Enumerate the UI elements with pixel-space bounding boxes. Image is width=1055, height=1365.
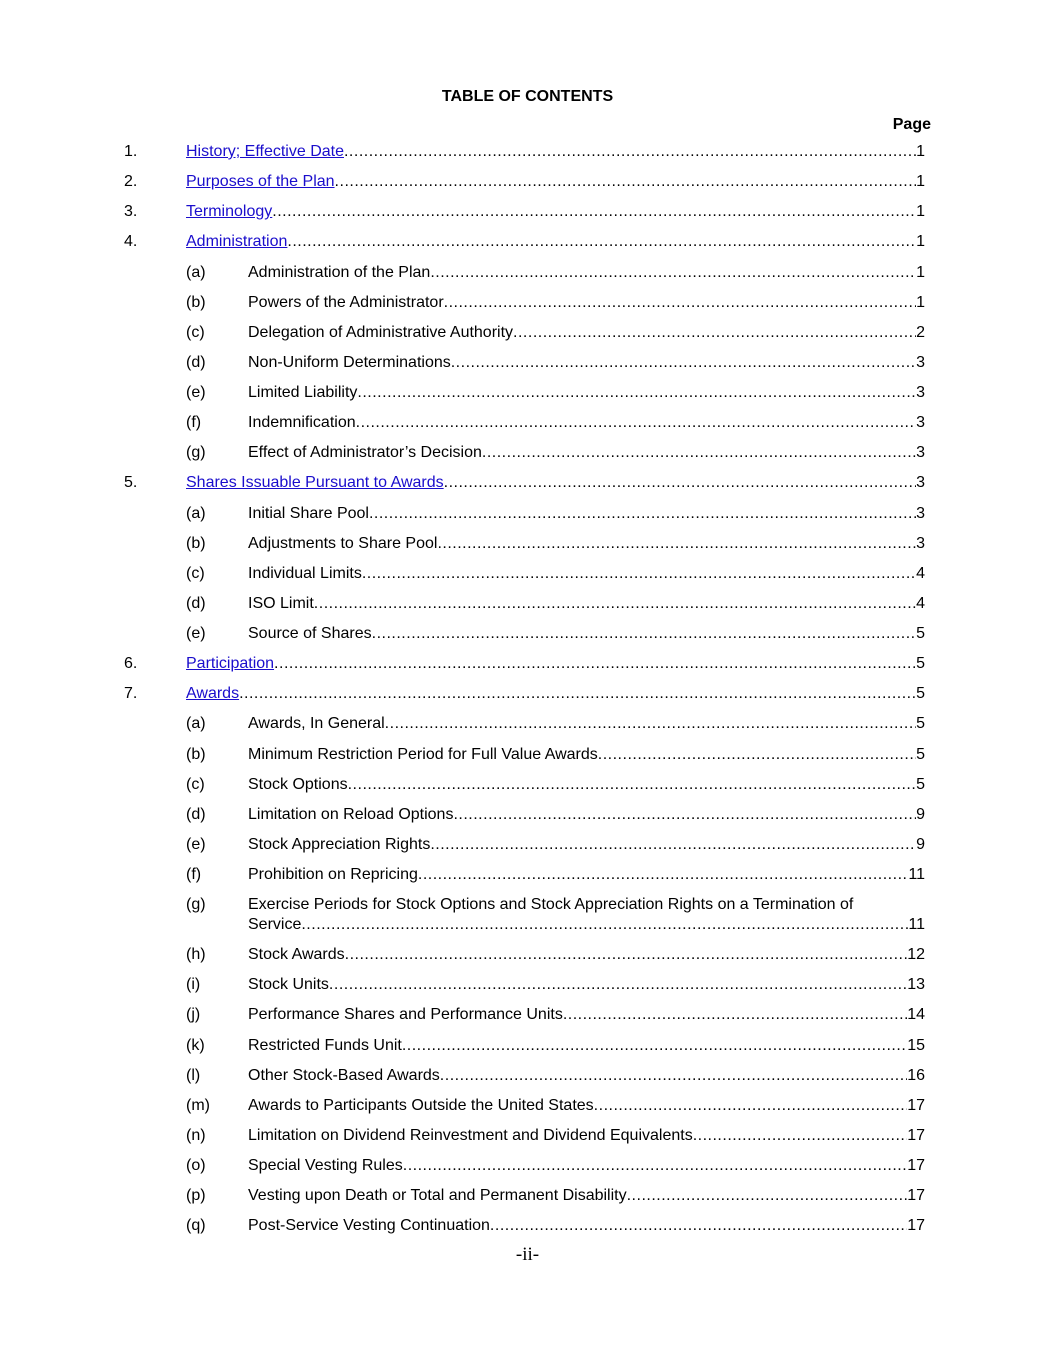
- toc-subsection-row: [0, 1126, 1055, 1156]
- toc-entry: [248, 263, 925, 283]
- toc-subsection-row: [0, 624, 1055, 654]
- toc-entry-page-number: 2: [916, 323, 925, 341]
- toc-entry-page-number: 16: [907, 1066, 925, 1084]
- toc-entry: [248, 383, 925, 403]
- toc-entry-label: Special Vesting Rules: [248, 1157, 403, 1174]
- toc-entry-page-number: 11: [908, 866, 925, 883]
- dot-leader: [372, 624, 916, 644]
- toc-entry-label: Initial Share Pool: [248, 504, 369, 522]
- toc-subsection-row: [0, 293, 1055, 323]
- toc-entry: [248, 323, 925, 343]
- toc-entry-label: ISO Limit: [248, 594, 314, 612]
- toc-entry-label: Stock Awards: [248, 946, 345, 964]
- toc-entry-label: Administration of the Plan: [248, 263, 431, 281]
- toc-entry: [186, 232, 925, 252]
- toc-entry-link[interactable]: Participation: [186, 655, 275, 673]
- toc-entry: [248, 1156, 925, 1176]
- toc-entry-page-number: 13: [907, 976, 925, 994]
- toc-entry-number: (d): [186, 353, 206, 371]
- toc-entry: [248, 534, 925, 554]
- dot-leader: [239, 684, 916, 704]
- toc-entry-label: Restricted Funds Unit: [248, 1036, 402, 1054]
- toc-entry-label: Limitation on Dividend Reinvestment and Dividend Equivalents: [248, 1126, 693, 1144]
- toc-entry-number: (f): [186, 414, 202, 432]
- toc-entry-page-number: 1: [916, 143, 925, 160]
- dot-leader: [344, 142, 916, 162]
- dot-leader: [444, 293, 916, 313]
- toc-section-row[interactable]: [0, 684, 1055, 714]
- toc-entry-page-number: 3: [916, 534, 925, 552]
- toc-entry-label: Delegation of Administrative Authority: [248, 323, 514, 341]
- toc-entry: [248, 865, 925, 885]
- dot-leader: [451, 353, 916, 373]
- page-column-header: Page: [892, 116, 931, 133]
- toc-entry: [186, 142, 925, 162]
- dot-leader: [329, 975, 907, 995]
- toc-entry: [186, 684, 925, 704]
- dot-leader: [348, 775, 916, 795]
- toc-entry-link[interactable]: Purposes of the Plan: [186, 173, 335, 191]
- toc-entry-page-number: 12: [907, 946, 925, 964]
- dot-leader: [345, 945, 908, 965]
- toc-entry-page-number: 1: [916, 203, 925, 221]
- dot-leader: [385, 714, 916, 734]
- toc-entry-page-number: 9: [916, 805, 925, 823]
- toc-entry: [248, 835, 925, 855]
- dot-leader: [693, 1126, 908, 1146]
- dot-leader: [335, 172, 917, 192]
- toc-entry-page-number: 5: [916, 715, 925, 733]
- toc-entry: [186, 172, 925, 192]
- dot-leader: [356, 413, 916, 433]
- toc-entry: [248, 564, 925, 584]
- dot-leader: [362, 564, 916, 584]
- toc-entry: [248, 975, 925, 995]
- toc-list: [0, 142, 1055, 1246]
- toc-entry-link[interactable]: Shares Issuable Pursuant to Awards: [186, 474, 444, 492]
- toc-entry-page-number: 5: [916, 745, 925, 763]
- dot-leader: [274, 654, 916, 674]
- toc-entry-label: Adjustments to Share Pool: [248, 534, 438, 552]
- dot-leader: [513, 323, 916, 343]
- toc-subsection-row: [0, 1216, 1055, 1246]
- dot-leader: [314, 594, 916, 614]
- toc-entry-label: Exercise Periods for Stock Options and Stock Appreciation Rights on a Termination of: [248, 896, 854, 914]
- toc-entry: [248, 775, 925, 795]
- toc-subsection-row: [0, 353, 1055, 383]
- toc-entry-number: (g): [186, 444, 206, 462]
- toc-entry-number: (e): [186, 384, 206, 401]
- toc-entry-page-number: 5: [916, 625, 925, 642]
- toc-entry-page-number: 11: [908, 916, 925, 934]
- toc-entry-number: (d): [186, 594, 206, 612]
- toc-entry-number: (c): [186, 564, 205, 582]
- toc-subsection-row: [0, 714, 1055, 744]
- toc-section-row[interactable]: [0, 232, 1055, 262]
- toc-subsection-row: [0, 534, 1055, 564]
- toc-entry-page-number: 5: [916, 775, 925, 793]
- toc-entry-number: (c): [186, 323, 205, 341]
- toc-subsection-row: [0, 1096, 1055, 1126]
- toc-entry-label: Limited Liability: [248, 384, 358, 401]
- toc-subsection-row: [0, 443, 1055, 473]
- toc-section-row[interactable]: [0, 473, 1055, 503]
- toc-entry-label: Stock Appreciation Rights: [248, 835, 431, 853]
- toc-entry-number: (h): [186, 946, 206, 964]
- toc-entry-number: (b): [186, 745, 206, 763]
- toc-subsection-row: [0, 1186, 1055, 1216]
- toc-entry-label: Vesting upon Death or Total and Permanent Disability: [248, 1187, 627, 1205]
- dot-leader: [430, 835, 916, 855]
- toc-entry-number: (g): [186, 896, 206, 914]
- toc-subsection-row: [0, 323, 1055, 353]
- toc-subsection-row: [0, 865, 1055, 895]
- dot-leader: [440, 1066, 907, 1086]
- toc-entry-page-number: 3: [916, 474, 925, 492]
- toc-entry-label: Individual Limits: [248, 564, 362, 582]
- dot-leader: [369, 504, 916, 524]
- toc-subsection-row: [0, 805, 1055, 835]
- toc-entry-page-number: 3: [916, 414, 925, 432]
- toc-entry-label: Awards to Participants Outside the United States: [248, 1096, 594, 1114]
- toc-entry-number: (o): [186, 1157, 206, 1174]
- toc-entry: [186, 473, 925, 493]
- toc-entry-number: (a): [186, 504, 206, 522]
- toc-entry-page-number: 5: [916, 685, 925, 703]
- page-number-footer: -ii-: [515, 1244, 540, 1265]
- toc-entry: [248, 1066, 925, 1086]
- toc-entry-number: 2.: [124, 173, 138, 191]
- toc-subsection-row: [0, 895, 1055, 945]
- toc-entry-number: (i): [186, 976, 201, 994]
- toc-entry-label: Post-Service Vesting Continuation: [248, 1217, 490, 1235]
- toc-entry-label: Stock Options: [248, 775, 348, 793]
- toc-entry-label: Other Stock-Based Awards: [248, 1066, 440, 1084]
- toc-entry: [248, 624, 925, 644]
- toc-section-row[interactable]: [0, 202, 1055, 232]
- toc-entry-label: Effect of Administrator’s Decision: [248, 444, 482, 462]
- toc-entry-number: (b): [186, 293, 206, 311]
- toc-entry: [248, 353, 925, 373]
- dot-leader: [287, 232, 916, 252]
- toc-entry-page-number: 1: [916, 173, 925, 191]
- toc-entry-page-number: 3: [916, 353, 925, 371]
- toc-entry-label: Performance Shares and Performance Units: [248, 1006, 563, 1024]
- toc-entry: [186, 202, 925, 222]
- toc-entry-page-number: 4: [916, 594, 925, 612]
- toc-entry-number: (c): [186, 775, 205, 793]
- toc-entry: [248, 1096, 925, 1116]
- toc-entry-page-number: 1: [916, 263, 925, 281]
- toc-entry-number: 3.: [124, 203, 138, 221]
- toc-entry: [186, 654, 925, 674]
- toc-entry-label: Prohibition on Repricing: [248, 866, 418, 883]
- dot-leader: [301, 915, 908, 935]
- toc-entry-page-number: 17: [907, 1096, 925, 1114]
- toc-entry-label: Limitation on Reload Options: [248, 805, 454, 823]
- dot-leader: [272, 202, 916, 222]
- toc-entry-page-number: 3: [916, 444, 925, 462]
- toc-section-row[interactable]: [0, 142, 1055, 172]
- toc-entry: [248, 1126, 925, 1146]
- dot-leader: [563, 1005, 907, 1025]
- dot-leader: [627, 1186, 908, 1206]
- toc-subsection-row: [0, 975, 1055, 1005]
- toc-title: TABLE OF CONTENTS: [441, 88, 614, 105]
- toc-entry: [248, 945, 925, 965]
- toc-entry-link[interactable]: Administration: [186, 233, 288, 251]
- toc-entry: [248, 1186, 925, 1206]
- toc-entry-label: Minimum Restriction Period for Full Value Awards: [248, 745, 598, 763]
- dot-leader: [444, 473, 916, 493]
- toc-entry-label: Indemnification: [248, 414, 356, 432]
- toc-entry: [248, 504, 925, 524]
- toc-entry-page-number: 3: [916, 384, 925, 401]
- toc-entry-page-number: 17: [907, 1157, 925, 1174]
- toc-entry-number: 7.: [124, 685, 138, 703]
- toc-subsection-row: [0, 1066, 1055, 1096]
- toc-entry-label: Source of Shares: [248, 625, 372, 642]
- toc-entry-page-number: 17: [907, 1217, 925, 1235]
- toc-entry-number: 4.: [124, 233, 138, 251]
- toc-entry: [248, 805, 925, 825]
- toc-entry-number: (l): [186, 1066, 201, 1084]
- toc-entry: [248, 745, 925, 765]
- toc-subsection-row: [0, 1036, 1055, 1066]
- toc-entry-number: 1.: [124, 143, 138, 160]
- toc-subsection-row: [0, 835, 1055, 865]
- toc-entry: [248, 443, 925, 463]
- toc-subsection-row: [0, 1005, 1055, 1035]
- toc-entry-number: (k): [186, 1036, 205, 1054]
- toc-entry: [248, 1036, 925, 1056]
- dot-leader: [453, 805, 916, 825]
- toc-entry-number: 5.: [124, 474, 138, 492]
- toc-entry-page-number: 15: [907, 1036, 925, 1054]
- toc-subsection-row: [0, 945, 1055, 975]
- toc-entry: [248, 413, 925, 433]
- toc-entry-number: (m): [186, 1096, 210, 1114]
- toc-entry-number: (b): [186, 534, 206, 552]
- toc-entry-page-number: 14: [907, 1006, 925, 1024]
- toc-entry: [248, 714, 925, 734]
- dot-leader: [418, 865, 909, 885]
- dot-leader: [482, 443, 916, 463]
- toc-entry: [248, 1216, 925, 1236]
- toc-entry-number: (f): [186, 866, 202, 883]
- toc-entry-number: (n): [186, 1126, 206, 1144]
- toc-subsection-row: [0, 1156, 1055, 1186]
- toc-entry-link[interactable]: Awards: [186, 685, 240, 703]
- toc-entry-page-number: 1: [916, 293, 925, 311]
- toc-entry-page-number: 5: [916, 655, 925, 673]
- toc-entry-number: (a): [186, 715, 206, 733]
- toc-entry-label: Non-Uniform Determinations: [248, 353, 451, 371]
- toc-entry-page-number: 3: [916, 504, 925, 522]
- toc-entry-number: (q): [186, 1217, 206, 1235]
- dot-leader: [430, 263, 916, 283]
- dot-leader: [598, 745, 916, 765]
- toc-subsection-row: [0, 775, 1055, 805]
- toc-entry: [248, 594, 925, 614]
- toc-subsection-row: [0, 413, 1055, 443]
- toc-subsection-row: [0, 594, 1055, 624]
- dot-leader: [490, 1216, 907, 1236]
- toc-entry-link[interactable]: Terminology: [186, 203, 273, 221]
- dot-leader: [402, 1036, 907, 1056]
- toc-entry-page-number: 9: [916, 835, 925, 853]
- toc-entry: [248, 1005, 925, 1025]
- dot-leader: [594, 1096, 908, 1116]
- dot-leader: [357, 383, 916, 403]
- toc-entry-page-number: 17: [907, 1126, 925, 1144]
- toc-subsection-row: [0, 745, 1055, 775]
- toc-entry-link[interactable]: History; Effective Date: [186, 143, 344, 160]
- toc-entry-label: Awards, In General: [248, 715, 385, 733]
- toc-subsection-row: [0, 504, 1055, 534]
- toc-entry-number: (e): [186, 625, 206, 642]
- toc-subsection-row: [0, 263, 1055, 293]
- toc-subsection-row: [0, 564, 1055, 594]
- toc-section-row[interactable]: [0, 172, 1055, 202]
- toc-entry-number: (e): [186, 835, 206, 853]
- dot-leader: [437, 534, 916, 554]
- toc-entry-label: Service: [248, 916, 302, 934]
- toc-entry-page-number: 1: [916, 233, 925, 251]
- dot-leader: [403, 1156, 907, 1176]
- toc-entry: [248, 895, 925, 935]
- toc-entry-label: Powers of the Administrator: [248, 293, 444, 311]
- toc-entry-number: (d): [186, 805, 206, 823]
- toc-entry-page-number: 17: [907, 1187, 925, 1205]
- toc-subsection-row: [0, 383, 1055, 413]
- toc-entry-number: 6.: [124, 655, 138, 673]
- toc-entry-page-number: 4: [916, 564, 925, 582]
- toc-entry-number: (p): [186, 1187, 206, 1205]
- toc-entry-number: (j): [186, 1006, 201, 1024]
- toc-entry-label: Stock Units: [248, 976, 329, 994]
- toc-entry: [248, 293, 925, 313]
- toc-section-row[interactable]: [0, 654, 1055, 684]
- toc-entry-number: (a): [186, 263, 206, 281]
